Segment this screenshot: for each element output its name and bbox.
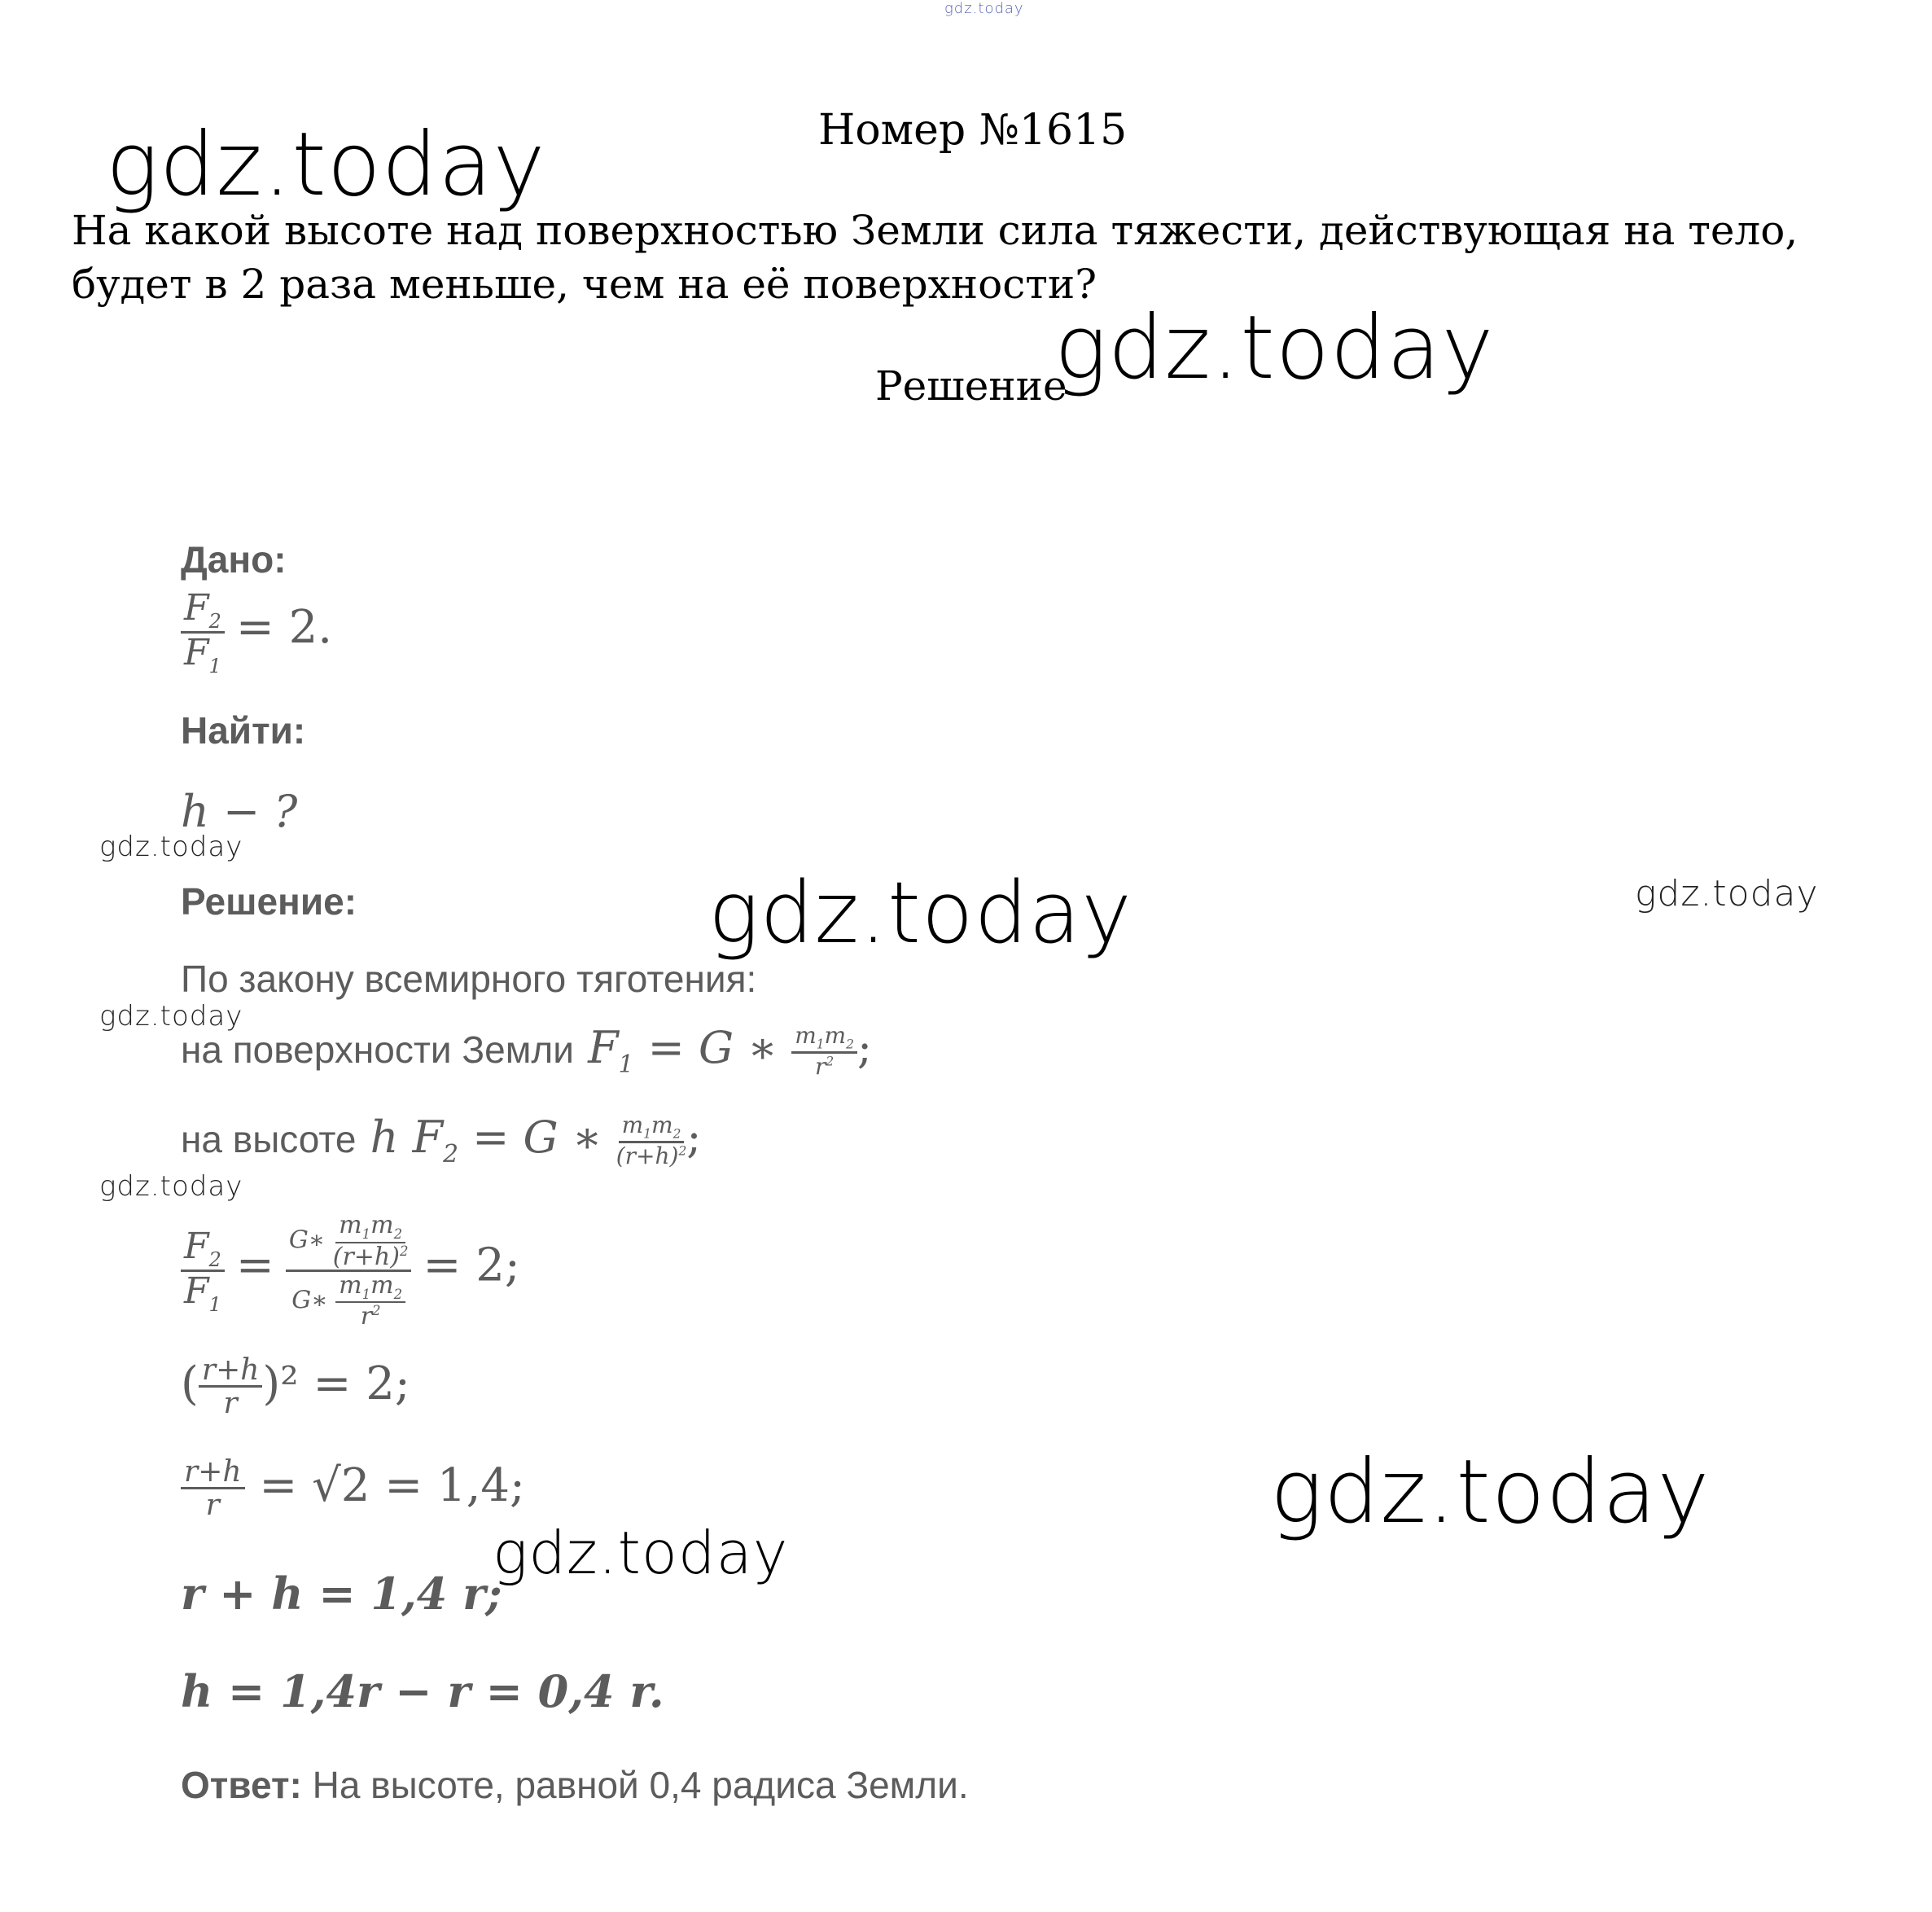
root-rhs: = √2 = 1,4; xyxy=(259,1459,525,1512)
watermark-3: gdz.today xyxy=(99,831,243,863)
given-label: Дано: xyxy=(181,538,287,581)
answer-text: На высоте, равной 0,4 радиса Земли. xyxy=(312,1764,969,1806)
square-rhs: )² = 2; xyxy=(262,1357,410,1410)
height-text: на высоте xyxy=(181,1118,357,1160)
surface-f1: $F_1 = G$ ∗ xyxy=(588,1022,778,1079)
height-f2: h $F_2 = G$ ∗ xyxy=(370,1112,602,1169)
height-fraction: $\frac{m_1m_2}{(r+h)^2}$ xyxy=(616,1112,687,1169)
solution-heading: Решение: xyxy=(181,880,357,923)
problem-text: На какой высоте над поверхностью Земли сила тяжести, действующая на тело, будет в 2 раза меньше, чем на её поверхности? xyxy=(72,207,1798,308)
answer-label: Ответ: xyxy=(181,1764,302,1806)
root-formula xyxy=(181,1455,525,1522)
solution-label: Решение xyxy=(875,362,1067,410)
page-title: Номер №1615 xyxy=(818,106,1128,155)
watermark-8: gdz.today xyxy=(493,1519,789,1587)
ratio-formula: $\frac{F_2}{F_1}$ = G∗ $\frac{m_1m_2}{(r+h)^2}$ G∗ $\frac{m_1m_2}{r^2}$ = 2; xyxy=(181,1213,520,1329)
watermark-6: gdz.today xyxy=(99,1000,243,1033)
watermark-7: gdz.today xyxy=(99,1170,243,1203)
watermark-5: gdz.today xyxy=(1635,873,1819,914)
given-formula xyxy=(181,587,333,678)
watermark-top: gdz.today xyxy=(944,0,1024,17)
surface-fraction: $\frac{m_1m_2}{r^2}$ xyxy=(791,1024,857,1078)
law-text: По закону всемирного тяготения: xyxy=(181,958,757,1000)
find-label: Найти: xyxy=(181,709,306,752)
watermark-1: gdz.today xyxy=(106,114,546,216)
watermark-9: gdz.today xyxy=(1270,1441,1711,1543)
eq-h: h = 1,4r − r = 0,4 r. xyxy=(181,1665,664,1717)
find-value: h − ? xyxy=(181,786,298,837)
given-rhs: = 2. xyxy=(235,601,333,654)
answer xyxy=(181,1763,969,1807)
eq-r-plus-h: r + h = 1,4 r; xyxy=(181,1568,502,1620)
ratio-rhs: = 2; xyxy=(423,1239,520,1292)
square-fraction: $\frac{r+h}{r}$ xyxy=(199,1356,263,1419)
surface-text: на поверхности Земли xyxy=(181,1028,574,1071)
ratio-left-fraction: $\frac{F_2}{F_1}$ xyxy=(181,1229,225,1314)
watermark-4: gdz.today xyxy=(708,863,1132,963)
root-fraction: $\frac{r+h}{r}$ xyxy=(181,1458,245,1520)
given-fraction: $\frac{F_2}{F_1}$ xyxy=(181,590,225,676)
ratio-big-fraction: G∗ $\frac{m_1m_2}{(r+h)^2}$ G∗ $\frac{m_1m_2}{r^2}$ xyxy=(286,1213,412,1329)
height-formula: на высоте h $F_2 = G$ ∗ $\frac{m_1m_2}{(r+h)^2}$ ; xyxy=(181,1112,702,1169)
surface-formula: на поверхности Земли $F_1 = G$ ∗ $\frac{m_1m_2}{r^2}$ ; xyxy=(181,1022,873,1080)
square-formula: ( $\frac{r+h}{r}$ )² = 2; xyxy=(181,1353,410,1420)
watermark-2: gdz.today xyxy=(1054,297,1495,399)
